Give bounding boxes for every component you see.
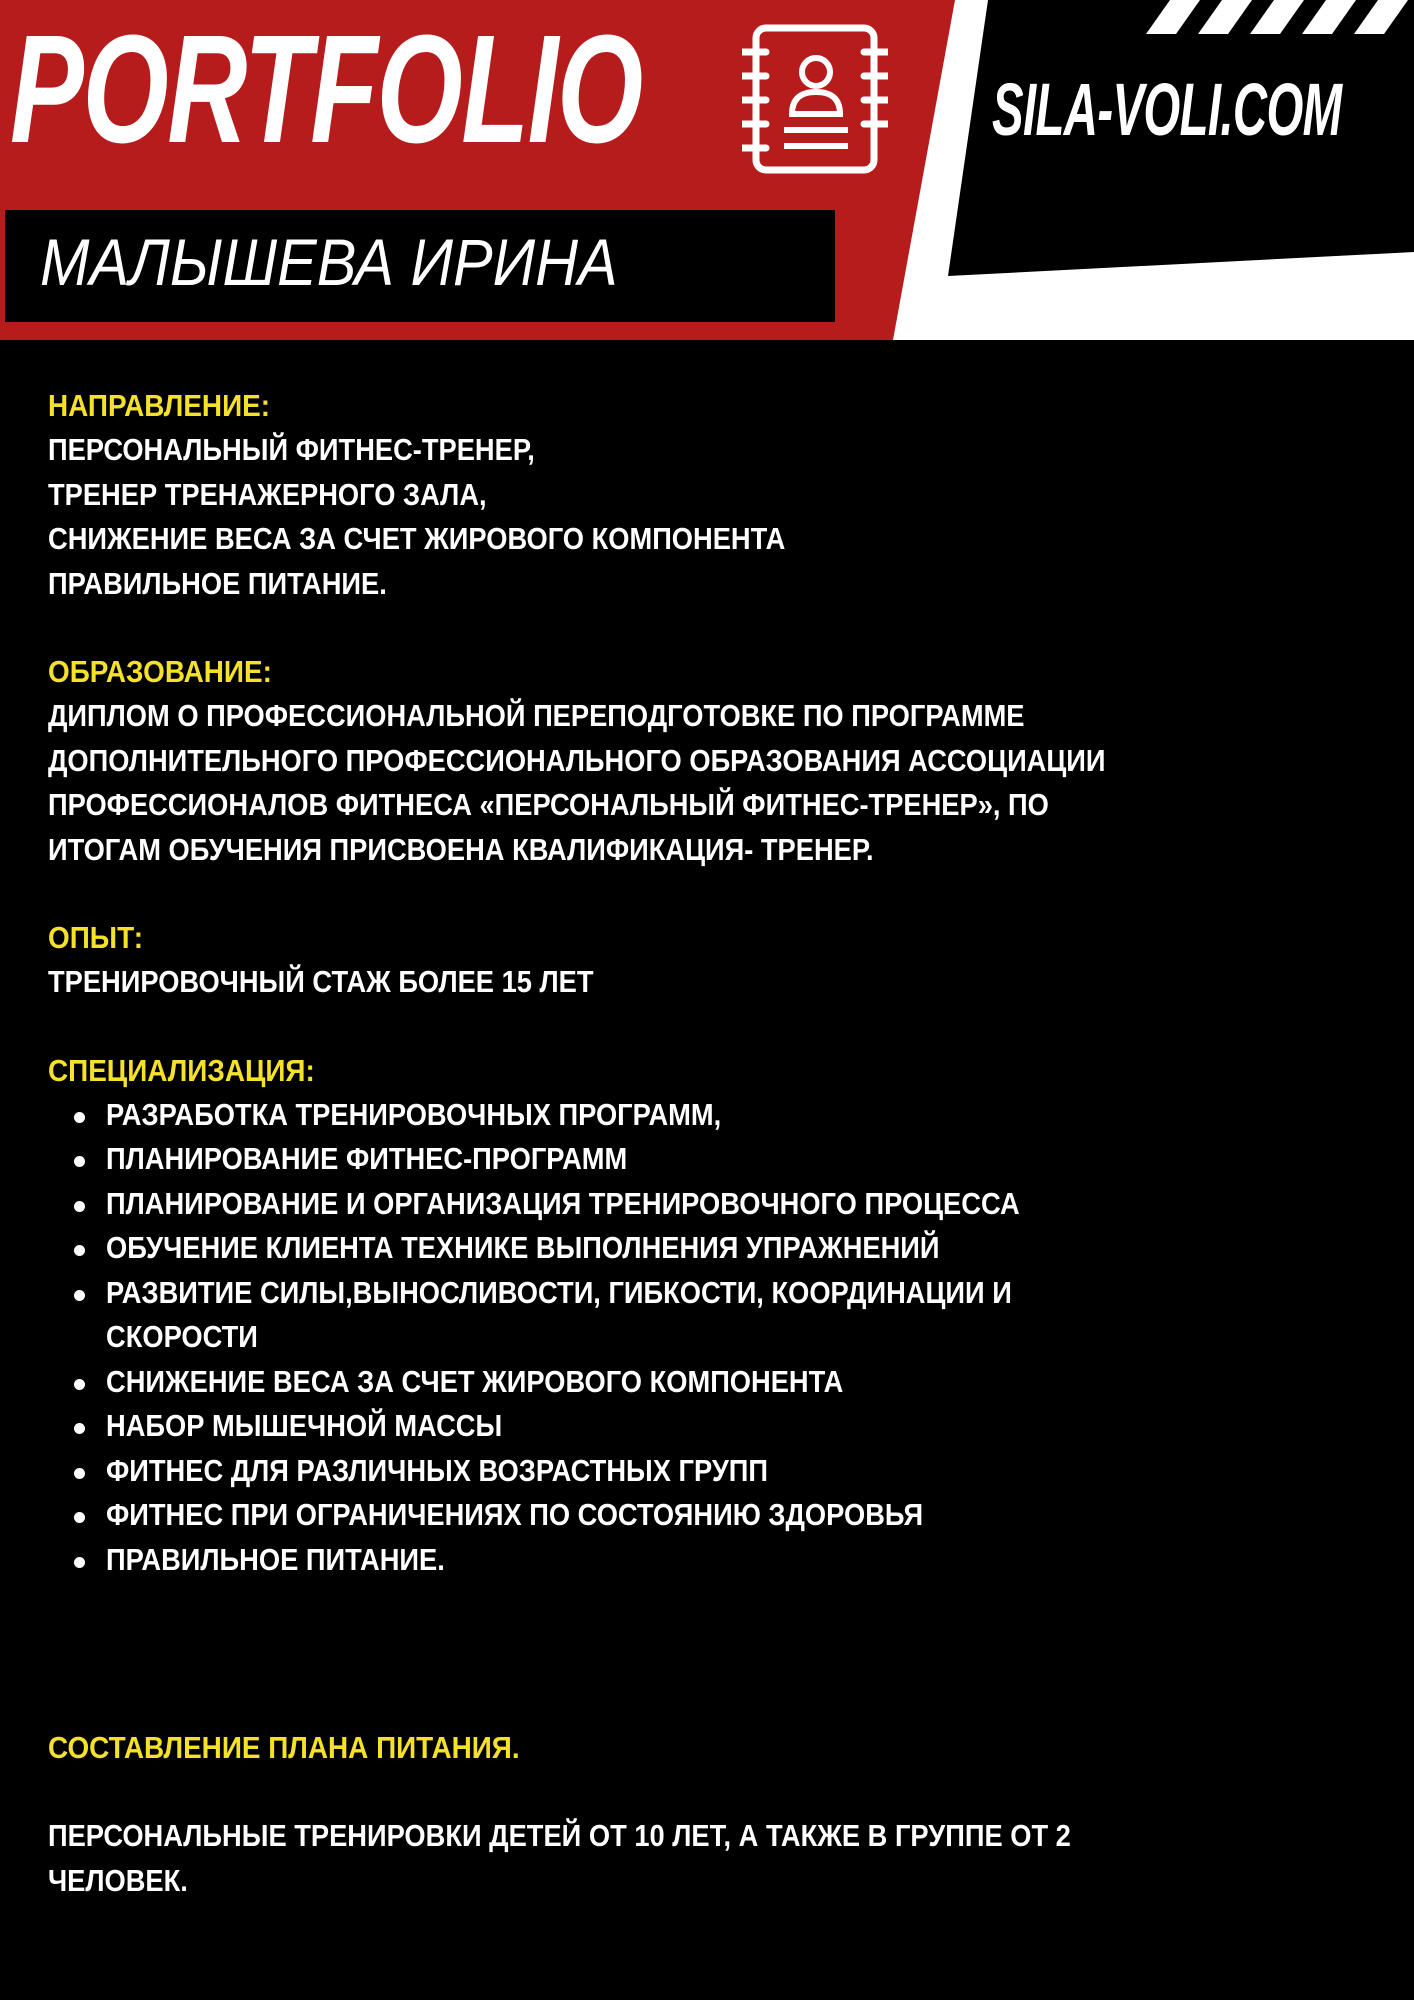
list-item <box>48 1137 1366 1182</box>
list-item <box>48 1538 1366 1583</box>
list-item-text: ПРАВИЛЬНОЕ ПИТАНИЕ. <box>106 1541 445 1577</box>
text-line: ДИПЛОМ О ПРОФЕССИОНАЛЬНОЙ ПЕРЕПОДГОТОВКЕ ПО ПРОГРАММЕ <box>48 698 1025 733</box>
list-item <box>48 1271 1366 1360</box>
list-item <box>48 1182 1366 1227</box>
contact-book-icon <box>742 22 888 176</box>
experience-section <box>48 916 1366 1005</box>
list-item-text: СНИЖЕНИЕ ВЕСА ЗА СЧЕТ ЖИРОВОГО КОМПОНЕНТА <box>106 1363 844 1399</box>
list-item <box>48 1360 1366 1405</box>
list-item-text: РАЗВИТИЕ СИЛЫ,ВЫНОСЛИВОСТИ, ГИБКОСТИ, КООРДИНАЦИИ И СКОРОСТИ <box>106 1274 1012 1354</box>
text-line: ДОПОЛНИТЕЛЬНОГО ПРОФЕССИОНАЛЬНОГО ОБРАЗОВАНИЯ АССОЦИАЦИИ <box>48 742 1106 778</box>
list-item <box>48 1226 1366 1271</box>
text-line: ЧЕЛОВЕК. <box>48 1862 188 1898</box>
list-item-text: ПЛАНИРОВАНИЕ ФИТНЕС-ПРОГРАММ <box>106 1141 628 1176</box>
section-label: НАПРАВЛЕНИЕ: <box>48 388 271 423</box>
list-item-text: РАЗРАБОТКА ТРЕНИРОВОЧНЫХ ПРОГРАММ, <box>106 1096 722 1132</box>
section-body <box>48 1814 1350 1903</box>
section-body <box>48 428 1350 606</box>
list-item <box>48 1093 1366 1138</box>
section-label: ОБРАЗОВАНИЕ: <box>48 654 272 689</box>
list-item-text: НАБОР МЫШЕЧНОЙ МАССЫ <box>106 1408 503 1443</box>
text-line: ИТОГАМ ОБУЧЕНИЯ ПРИСВОЕНА КВАЛИФИКАЦИЯ- ТРЕНЕР. <box>48 831 874 867</box>
header-banner <box>0 0 1414 340</box>
section-body <box>48 694 1350 872</box>
text-line: ПРОФЕССИОНАЛОВ ФИТНЕСА «ПЕРСОНАЛЬНЫЙ ФИТНЕС-ТРЕНЕР», ПО <box>48 787 1049 822</box>
specialization-section <box>48 1049 1366 1583</box>
list-item <box>48 1493 1366 1538</box>
list-item-text: ФИТНЕС ДЛЯ РАЗЛИЧНЫХ ВОЗРАСТНЫХ ГРУПП <box>106 1452 769 1488</box>
list-item-text: ФИТНЕС ПРИ ОГРАНИЧЕНИЯХ ПО СОСТОЯНИЮ ЗДОРОВЬЯ <box>106 1497 924 1532</box>
site-link[interactable]: SILA-VOLI.COM <box>992 68 1342 151</box>
specialization-list <box>48 1093 1366 1583</box>
list-item-text: ПЛАНИРОВАНИЕ И ОРГАНИЗАЦИЯ ТРЕНИРОВОЧНОГО ПРОЦЕССА <box>106 1185 1020 1221</box>
content-panel <box>0 340 1414 2000</box>
education-section <box>48 650 1366 872</box>
text-line: ПЕРСОНАЛЬНЫЕ ТРЕНИРОВКИ ДЕТЕЙ ОТ 10 ЛЕТ, А ТАКЖЕ В ГРУППЕ ОТ 2 <box>48 1818 1071 1853</box>
spacer <box>48 1626 1366 1726</box>
list-item <box>48 1449 1366 1494</box>
direction-section <box>48 384 1366 606</box>
list-item-text: ОБУЧЕНИЕ КЛИЕНТА ТЕХНИКЕ ВЫПОЛНЕНИЯ УПРАЖНЕНИЙ <box>106 1230 940 1265</box>
nutrition-plan-section <box>48 1726 1366 1770</box>
section-body <box>48 960 1350 1005</box>
section-label: СОСТАВЛЕНИЕ ПЛАНА ПИТАНИЯ. <box>48 1730 520 1765</box>
text-line: ТРЕНИРОВОЧНЫЙ СТАЖ БОЛЕЕ 15 ЛЕТ <box>48 964 594 999</box>
text-line: ТРЕНЕР ТРЕНАЖЕРНОГО ЗАЛА, <box>48 476 487 512</box>
section-label: ОПЫТ: <box>48 920 144 955</box>
text-line: ПРАВИЛЬНОЕ ПИТАНИЕ. <box>48 565 387 601</box>
text-line: ПЕРСОНАЛЬНЫЙ ФИТНЕС-ТРЕНЕР, <box>48 432 535 467</box>
portfolio-title: PORTFOLIO <box>10 3 642 175</box>
children-training-section <box>48 1814 1366 1903</box>
person-name: МАЛЫШЕВА ИРИНА <box>40 225 618 299</box>
section-label: СПЕЦИАЛИЗАЦИЯ: <box>48 1052 315 1088</box>
text-line: СНИЖЕНИЕ ВЕСА ЗА СЧЕТ ЖИРОВОГО КОМПОНЕНТА <box>48 521 786 556</box>
list-item <box>48 1404 1366 1449</box>
